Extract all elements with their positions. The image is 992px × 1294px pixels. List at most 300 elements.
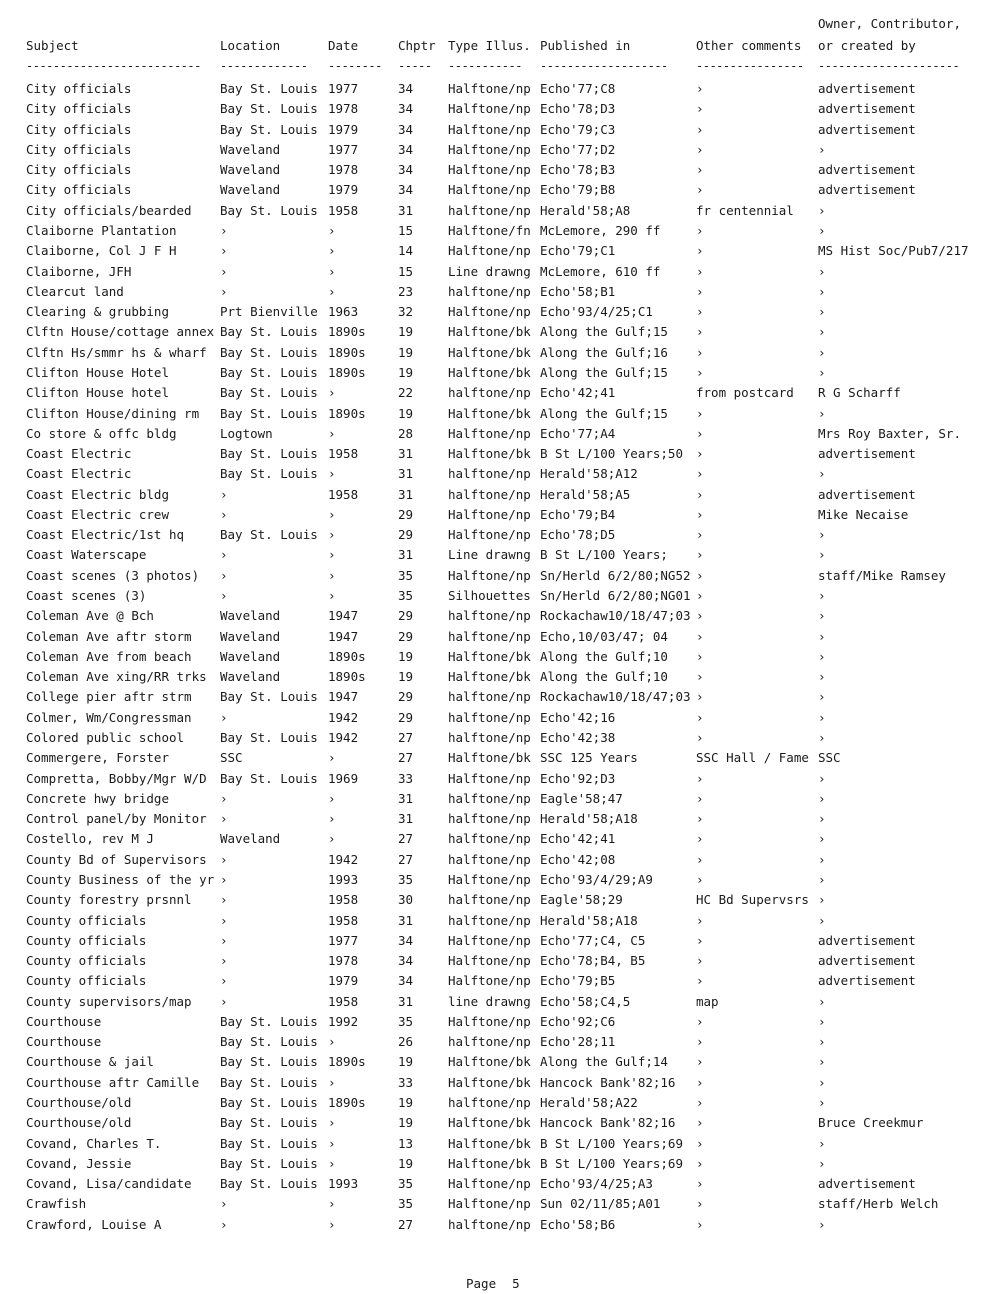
cell-published: Herald'58;A22 bbox=[540, 1095, 638, 1110]
table-row bbox=[0, 322, 992, 342]
cell-comments: SSC Hall / Fame bbox=[696, 750, 809, 766]
cell-location: › bbox=[220, 871, 228, 887]
cell-location: Bay St. Louis bbox=[220, 324, 318, 340]
cell-subject: Coast Electric bldg bbox=[26, 486, 169, 502]
cell-owner: › bbox=[818, 141, 826, 157]
cell-subject: County Bd of Supervisors bbox=[26, 851, 207, 867]
cell-owner: › bbox=[818, 1034, 826, 1050]
table-row bbox=[0, 201, 992, 221]
table-row bbox=[0, 1134, 992, 1154]
cell-type: Halftone/bk bbox=[448, 1115, 531, 1131]
cell-date: › bbox=[328, 466, 336, 482]
table-row bbox=[0, 485, 992, 505]
cell-type: halftone/np bbox=[448, 1095, 531, 1110]
cell-location: › bbox=[220, 953, 228, 968]
cell-location: Waveland bbox=[220, 141, 281, 157]
cell-comments: › bbox=[696, 790, 704, 806]
cell-date: 1947 bbox=[328, 628, 359, 644]
cell-comments: › bbox=[696, 182, 704, 198]
cell-comments: › bbox=[696, 689, 704, 705]
cell-type: Halftone/np bbox=[448, 527, 531, 543]
cell-published: B St L/100 Years;50 bbox=[540, 446, 683, 461]
cell-chapter: 34 bbox=[398, 182, 414, 198]
cell-chapter: 35 bbox=[398, 1196, 414, 1212]
cell-published: Echo'42;08 bbox=[540, 851, 616, 867]
cell-date: 1942 bbox=[328, 730, 359, 745]
cell-owner: › bbox=[818, 202, 826, 218]
cell-published: Herald'58;A12 bbox=[540, 466, 638, 482]
cell-subject: Compretta, Bobby/Mgr W/D bbox=[26, 770, 207, 786]
cell-type: Halftone/np bbox=[448, 425, 531, 441]
table-row bbox=[0, 850, 992, 870]
cell-comments: › bbox=[696, 547, 704, 563]
cell-owner: › bbox=[818, 892, 826, 908]
cell-date: 1942 bbox=[328, 851, 359, 867]
cell-published: Sn/Herld 6/2/80;NG52 bbox=[540, 567, 691, 583]
table-row bbox=[0, 1032, 992, 1052]
cell-published: Sun 02/11/85;A01 bbox=[540, 1196, 661, 1212]
cell-published: Echo'78;B3 bbox=[540, 162, 616, 178]
cell-location: Bay St. Louis bbox=[220, 202, 318, 218]
cell-owner: › bbox=[818, 851, 826, 867]
cell-location: Bay St. Louis bbox=[220, 1155, 318, 1171]
cell-location: Waveland bbox=[220, 669, 281, 685]
cell-date: 1958 bbox=[328, 993, 359, 1009]
cell-published: Along the Gulf;15 bbox=[540, 405, 668, 421]
cell-type: Halftone/np bbox=[448, 1196, 531, 1212]
cell-published: Eagle'58;47 bbox=[540, 790, 623, 806]
cell-location: Waveland bbox=[220, 608, 281, 624]
cell-date: 1947 bbox=[328, 689, 359, 705]
cell-published: Along the Gulf;10 bbox=[540, 669, 668, 685]
cell-subject: County supervisors/map bbox=[26, 993, 192, 1009]
cell-chapter: 29 bbox=[398, 628, 414, 644]
cell-subject: County officials bbox=[26, 932, 147, 948]
cell-owner: › bbox=[818, 1095, 826, 1110]
cell-comments: › bbox=[696, 1216, 704, 1232]
cell-location: › bbox=[220, 263, 228, 279]
table-row bbox=[0, 262, 992, 282]
cell-type: Halftone/bk bbox=[448, 669, 531, 685]
cell-type: Halftone/np bbox=[448, 101, 531, 117]
cell-type: halftone/np bbox=[448, 486, 531, 502]
cell-type: Halftone/np bbox=[448, 506, 531, 522]
cell-chapter: 31 bbox=[398, 446, 414, 461]
cell-location: Bay St. Louis bbox=[220, 344, 318, 360]
cell-comments: › bbox=[696, 405, 704, 421]
cell-owner: Bruce Creekmur bbox=[818, 1115, 924, 1131]
cell-published: McLemore, 290 ff bbox=[540, 223, 661, 238]
cell-type: Halftone/np bbox=[448, 1176, 531, 1192]
cell-location: Bay St. Louis bbox=[220, 730, 318, 745]
cell-type: halftone/np bbox=[448, 202, 531, 218]
cell-owner: › bbox=[818, 1013, 826, 1029]
cell-comments: › bbox=[696, 283, 704, 299]
cell-comments: › bbox=[696, 223, 704, 238]
cell-subject: Covand, Jessie bbox=[26, 1155, 132, 1171]
cell-date: › bbox=[328, 385, 336, 401]
cell-type: Halftone/bk bbox=[448, 344, 531, 360]
cell-date: 1958 bbox=[328, 892, 359, 908]
cell-subject: County officials bbox=[26, 912, 147, 928]
cell-subject: Claiborne, Col J F H bbox=[26, 243, 177, 259]
cell-date: 1890s bbox=[328, 1054, 366, 1070]
cell-published: Herald'58;A18 bbox=[540, 811, 638, 827]
cell-subject: Covand, Lisa/candidate bbox=[26, 1176, 192, 1192]
cell-type: Halftone/np bbox=[448, 871, 531, 887]
cell-chapter: 19 bbox=[398, 1155, 414, 1171]
table-row bbox=[0, 890, 992, 910]
cell-comments: fr centennial bbox=[696, 202, 794, 218]
cell-type: halftone/np bbox=[448, 628, 531, 644]
cell-type: Halftone/np bbox=[448, 243, 531, 259]
table-row bbox=[0, 931, 992, 951]
cell-date: 1890s bbox=[328, 405, 366, 421]
cell-owner: › bbox=[818, 1054, 826, 1070]
cell-owner: › bbox=[818, 263, 826, 279]
header-type: Type Illus. bbox=[448, 38, 531, 53]
cell-location: Bay St. Louis bbox=[220, 405, 318, 421]
cell-subject: City officials bbox=[26, 182, 132, 198]
table-row bbox=[0, 870, 992, 890]
cell-chapter: 28 bbox=[398, 425, 414, 441]
cell-location: › bbox=[220, 283, 228, 299]
cell-owner: › bbox=[818, 283, 826, 299]
table-row bbox=[0, 911, 992, 931]
cell-type: Halftone/np bbox=[448, 121, 531, 137]
cell-owner: Mike Necaise bbox=[818, 506, 909, 522]
cell-owner: R G Scharff bbox=[818, 385, 901, 401]
cell-location: › bbox=[220, 506, 228, 522]
cell-owner: › bbox=[818, 324, 826, 340]
cell-location: Bay St. Louis bbox=[220, 446, 318, 461]
cell-owner: › bbox=[818, 608, 826, 624]
page-number: 5 bbox=[512, 1276, 520, 1291]
cell-date: 1978 bbox=[328, 101, 359, 117]
table-row bbox=[0, 241, 992, 261]
cell-published: Echo'58;B1 bbox=[540, 283, 616, 299]
cell-type: Halftone/bk bbox=[448, 405, 531, 421]
cell-chapter: 35 bbox=[398, 588, 414, 603]
cell-subject: College pier aftr strm bbox=[26, 689, 192, 705]
table-row bbox=[0, 363, 992, 383]
table-row bbox=[0, 809, 992, 829]
cell-owner: advertisement bbox=[818, 1176, 916, 1192]
table-row bbox=[0, 566, 992, 586]
rule-location: ------------- bbox=[220, 59, 308, 73]
cell-location: Waveland bbox=[220, 831, 281, 847]
table-row bbox=[0, 1194, 992, 1214]
cell-comments: › bbox=[696, 567, 704, 583]
table-row bbox=[0, 1012, 992, 1032]
cell-published: Hancock Bank'82;16 bbox=[540, 1115, 676, 1131]
cell-subject: Coast scenes (3) bbox=[26, 588, 147, 603]
cell-owner: advertisement bbox=[818, 973, 916, 989]
cell-location: › bbox=[220, 567, 228, 583]
cell-type: Halftone/np bbox=[448, 567, 531, 583]
table-row bbox=[0, 343, 992, 363]
cell-published: Echo,10/03/47; 04 bbox=[540, 628, 668, 644]
cell-location: Bay St. Louis bbox=[220, 81, 318, 96]
cell-date: 1969 bbox=[328, 770, 359, 786]
cell-subject: Control panel/by Monitor bbox=[26, 811, 207, 827]
cell-subject: Clifton House/dining rm bbox=[26, 405, 200, 421]
cell-chapter: 34 bbox=[398, 973, 414, 989]
cell-chapter: 29 bbox=[398, 506, 414, 522]
table-row bbox=[0, 1052, 992, 1072]
cell-type: Halftone/bk bbox=[448, 324, 531, 340]
table-row bbox=[0, 464, 992, 484]
table-row bbox=[0, 606, 992, 626]
cell-owner: › bbox=[818, 811, 826, 827]
cell-location: Bay St. Louis bbox=[220, 1176, 318, 1192]
cell-location: Bay St. Louis bbox=[220, 689, 318, 705]
cell-date: › bbox=[328, 811, 336, 827]
cell-location: Bay St. Louis bbox=[220, 1034, 318, 1050]
cell-owner: › bbox=[818, 405, 826, 421]
table-row bbox=[0, 99, 992, 119]
cell-subject: Courthouse aftr Camille bbox=[26, 1074, 200, 1090]
cell-owner: › bbox=[818, 730, 826, 745]
cell-chapter: 34 bbox=[398, 101, 414, 117]
cell-date: 1979 bbox=[328, 182, 359, 198]
cell-chapter: 29 bbox=[398, 608, 414, 624]
cell-location: › bbox=[220, 993, 228, 1009]
cell-type: Halftone/bk bbox=[448, 1054, 531, 1070]
cell-published: Echo'77;C8 bbox=[540, 81, 616, 96]
cell-type: halftone/np bbox=[448, 283, 531, 299]
cell-subject: City officials bbox=[26, 101, 132, 117]
cell-subject: County forestry prsnnl bbox=[26, 892, 192, 908]
cell-location: Bay St. Louis bbox=[220, 1115, 318, 1131]
cell-subject: Colored public school bbox=[26, 730, 185, 745]
cell-date: 1979 bbox=[328, 121, 359, 137]
cell-date: › bbox=[328, 527, 336, 543]
cell-comments: › bbox=[696, 953, 704, 968]
cell-date: 1947 bbox=[328, 608, 359, 624]
cell-date: › bbox=[328, 263, 336, 279]
cell-type: Silhouettes bbox=[448, 588, 531, 603]
table-row bbox=[0, 687, 992, 707]
cell-subject: County officials bbox=[26, 953, 147, 968]
cell-comments: › bbox=[696, 871, 704, 887]
cell-owner: › bbox=[818, 364, 826, 380]
cell-date: 1890s bbox=[328, 1095, 366, 1110]
cell-type: halftone/np bbox=[448, 790, 531, 806]
cell-type: halftone/np bbox=[448, 912, 531, 928]
cell-subject: Coleman Ave aftr storm bbox=[26, 628, 192, 644]
cell-comments: › bbox=[696, 425, 704, 441]
cell-date: › bbox=[328, 588, 336, 603]
cell-date: 1958 bbox=[328, 202, 359, 218]
table-row bbox=[0, 120, 992, 140]
cell-subject: Coast scenes (3 photos) bbox=[26, 567, 200, 583]
rule-published: ------------------- bbox=[540, 59, 668, 73]
cell-published: Echo'79;B8 bbox=[540, 182, 616, 198]
cell-location: Bay St. Louis bbox=[220, 466, 318, 482]
cell-chapter: 31 bbox=[398, 993, 414, 1009]
cell-owner: advertisement bbox=[818, 101, 916, 117]
cell-owner: advertisement bbox=[818, 182, 916, 198]
header-row bbox=[0, 36, 992, 56]
cell-owner: advertisement bbox=[818, 446, 916, 461]
cell-chapter: 31 bbox=[398, 811, 414, 827]
table-row bbox=[0, 829, 992, 849]
cell-comments: › bbox=[696, 263, 704, 279]
cell-date: 1992 bbox=[328, 1013, 359, 1029]
cell-date: 1978 bbox=[328, 162, 359, 178]
cell-published: Eagle'58;29 bbox=[540, 892, 623, 908]
header-rule bbox=[0, 56, 992, 76]
table-row bbox=[0, 160, 992, 180]
cell-date: 1978 bbox=[328, 953, 359, 968]
cell-subject: County officials bbox=[26, 973, 147, 989]
cell-type: halftone/np bbox=[448, 851, 531, 867]
cell-chapter: 19 bbox=[398, 669, 414, 685]
cell-published: Echo'28;11 bbox=[540, 1034, 616, 1050]
cell-chapter: 19 bbox=[398, 364, 414, 380]
cell-published: Echo'79;B5 bbox=[540, 973, 616, 989]
cell-chapter: 34 bbox=[398, 141, 414, 157]
table-row bbox=[0, 971, 992, 991]
cell-chapter: 19 bbox=[398, 1095, 414, 1110]
cell-owner: MS Hist Soc/Pub7/217 bbox=[818, 243, 969, 259]
cell-comments: › bbox=[696, 1054, 704, 1070]
cell-chapter: 35 bbox=[398, 1013, 414, 1029]
cell-date: › bbox=[328, 283, 336, 299]
cell-location: › bbox=[220, 1196, 228, 1212]
cell-subject: Coast Electric bbox=[26, 446, 132, 461]
cell-type: Halftone/np bbox=[448, 182, 531, 198]
cell-published: Echo'92;D3 bbox=[540, 770, 616, 786]
cell-owner: › bbox=[818, 547, 826, 563]
cell-subject: Coleman Ave from beach bbox=[26, 648, 192, 664]
cell-comments: › bbox=[696, 628, 704, 644]
header-chapter: Chptr bbox=[398, 38, 436, 53]
cell-subject: Concrete hwy bridge bbox=[26, 790, 169, 806]
table-row bbox=[0, 444, 992, 464]
cell-subject: Co store & offc bldg bbox=[26, 425, 177, 441]
cell-location: Bay St. Louis bbox=[220, 101, 318, 117]
cell-comments: › bbox=[696, 770, 704, 786]
cell-location: Bay St. Louis bbox=[220, 1135, 318, 1151]
cell-date: › bbox=[328, 1034, 336, 1050]
cell-comments: › bbox=[696, 608, 704, 624]
table-row bbox=[0, 221, 992, 241]
header-comments: Other comments bbox=[696, 38, 802, 53]
cell-comments: › bbox=[696, 1176, 704, 1192]
cell-comments: › bbox=[696, 446, 704, 461]
cell-subject: City officials bbox=[26, 162, 132, 178]
cell-chapter: 30 bbox=[398, 892, 414, 908]
cell-subject: Courthouse/old bbox=[26, 1095, 132, 1110]
cell-type: halftone/np bbox=[448, 831, 531, 847]
cell-date: › bbox=[328, 1216, 336, 1232]
cell-type: Halftone/np bbox=[448, 973, 531, 989]
rule-date: -------- bbox=[328, 59, 382, 73]
cell-date: › bbox=[328, 1155, 336, 1171]
cell-owner: advertisement bbox=[818, 953, 916, 968]
cell-comments: › bbox=[696, 162, 704, 178]
rule-type: ----------- bbox=[448, 59, 522, 73]
cell-type: Halftone/np bbox=[448, 953, 531, 968]
table-row bbox=[0, 586, 992, 606]
cell-owner: › bbox=[818, 831, 826, 847]
cell-date: 1977 bbox=[328, 932, 359, 948]
cell-comments: › bbox=[696, 466, 704, 482]
cell-date: › bbox=[328, 567, 336, 583]
cell-subject: Courthouse/old bbox=[26, 1115, 132, 1131]
cell-comments: › bbox=[696, 243, 704, 259]
page-label: Page bbox=[466, 1276, 497, 1291]
cell-published: Rockachaw10/18/47;03 bbox=[540, 608, 691, 624]
cell-type: halftone/np bbox=[448, 709, 531, 725]
cell-date: › bbox=[328, 547, 336, 563]
cell-published: Echo'77;A4 bbox=[540, 425, 616, 441]
cell-chapter: 19 bbox=[398, 1054, 414, 1070]
rule-subject: -------------------------- bbox=[26, 59, 201, 73]
cell-comments: › bbox=[696, 730, 704, 745]
cell-type: halftone/np bbox=[448, 385, 531, 401]
cell-chapter: 27 bbox=[398, 750, 414, 766]
cell-date: › bbox=[328, 1074, 336, 1090]
cell-location: › bbox=[220, 912, 228, 928]
cell-owner: › bbox=[818, 1074, 826, 1090]
cell-date: 1979 bbox=[328, 973, 359, 989]
cell-chapter: 34 bbox=[398, 162, 414, 178]
cell-subject: Claiborne, JFH bbox=[26, 263, 132, 279]
cell-comments: › bbox=[696, 851, 704, 867]
cell-type: halftone/np bbox=[448, 466, 531, 482]
cell-type: Halftone/np bbox=[448, 932, 531, 948]
cell-type: Halftone/bk bbox=[448, 648, 531, 664]
cell-published: Herald'58;A18 bbox=[540, 912, 638, 928]
cell-subject: Crawford, Louise A bbox=[26, 1216, 162, 1232]
cell-location: › bbox=[220, 932, 228, 948]
cell-location: Waveland bbox=[220, 162, 281, 178]
cell-chapter: 33 bbox=[398, 770, 414, 786]
cell-comments: › bbox=[696, 344, 704, 360]
cell-published: Echo'79;C1 bbox=[540, 243, 616, 259]
cell-location: Waveland bbox=[220, 182, 281, 198]
cell-type: Halftone/bk bbox=[448, 364, 531, 380]
cell-comments: › bbox=[696, 304, 704, 320]
cell-location: Bay St. Louis bbox=[220, 1013, 318, 1029]
cell-location: › bbox=[220, 851, 228, 867]
cell-date: 1977 bbox=[328, 81, 359, 96]
cell-owner: › bbox=[818, 669, 826, 685]
cell-published: Echo'93/4/25;A3 bbox=[540, 1176, 653, 1192]
cell-owner: advertisement bbox=[818, 81, 916, 96]
cell-location: › bbox=[220, 790, 228, 806]
cell-subject: Coleman Ave @ Bch bbox=[26, 608, 154, 624]
cell-chapter: 32 bbox=[398, 304, 414, 320]
cell-comments: › bbox=[696, 81, 704, 96]
cell-type: Halftone/np bbox=[448, 81, 531, 96]
cell-chapter: 13 bbox=[398, 1135, 414, 1151]
cell-published: Echo'79;B4 bbox=[540, 506, 616, 522]
cell-published: Echo'42;16 bbox=[540, 709, 616, 725]
cell-location: › bbox=[220, 223, 228, 238]
cell-owner: › bbox=[818, 1155, 826, 1171]
cell-chapter: 26 bbox=[398, 1034, 414, 1050]
cell-location: SSC bbox=[220, 750, 243, 766]
table-row bbox=[0, 545, 992, 565]
cell-date: 1963 bbox=[328, 304, 359, 320]
cell-published: B St L/100 Years;69 bbox=[540, 1155, 683, 1171]
table-row bbox=[0, 424, 992, 444]
header-owner-line1: Owner, Contributor, bbox=[818, 16, 961, 31]
